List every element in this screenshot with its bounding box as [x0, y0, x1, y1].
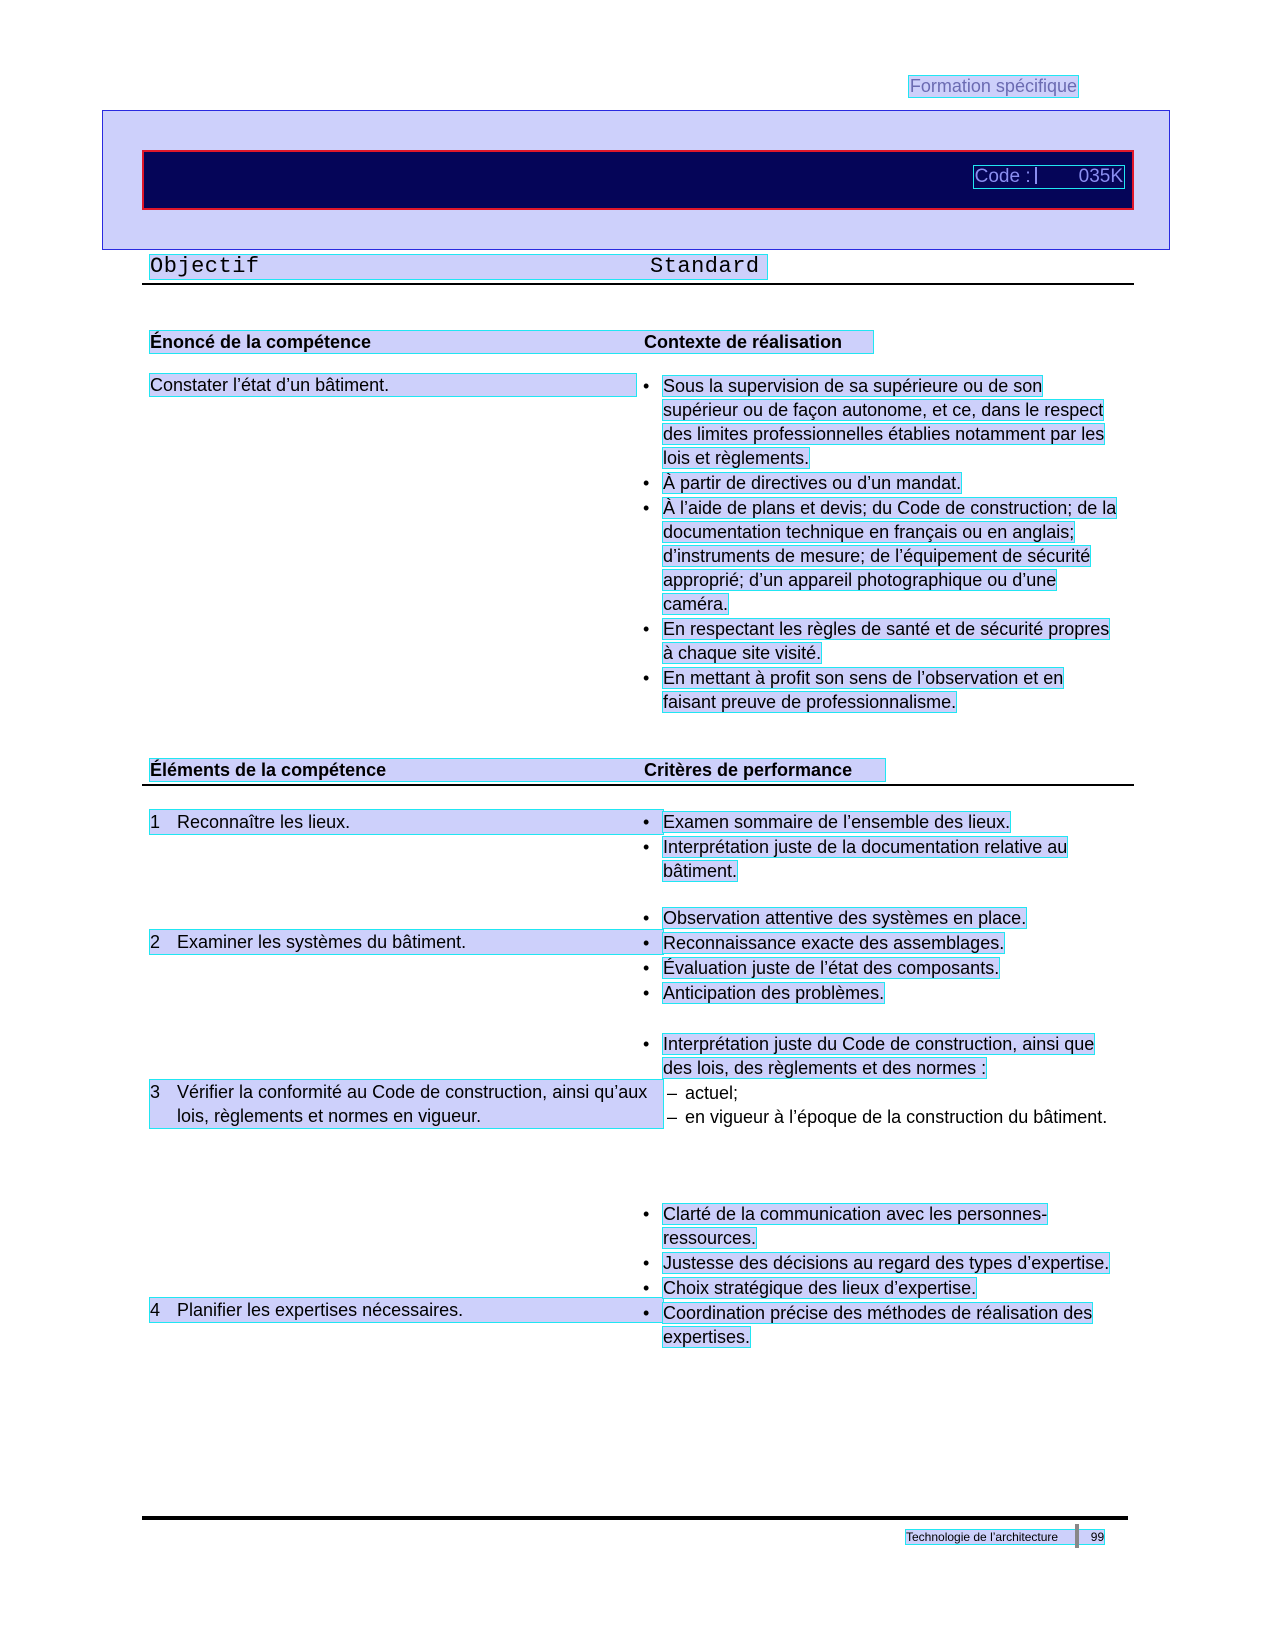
context-heading: Contexte de réalisation	[644, 332, 843, 352]
title-bar	[142, 150, 1134, 210]
criteria-heading: Critères de performance	[644, 760, 853, 780]
element-2	[150, 930, 663, 954]
elements-heading: Éléments de la compétence	[150, 760, 387, 780]
elements-rule	[142, 784, 1134, 786]
statement-heading-row	[150, 331, 873, 353]
code-separator	[1035, 167, 1037, 184]
statement-heading: Énoncé de la compétence	[150, 332, 372, 352]
criterion-item: • Clarté de la communication avec les personnes-ressources.	[640, 1202, 1120, 1250]
element-number: 2	[150, 932, 161, 952]
context-list	[640, 374, 1120, 715]
criterion-item: • Reconnaissance exacte des assemblages.	[640, 931, 1120, 955]
elements-heading-row	[150, 759, 885, 781]
criterion-item: • Anticipation des problèmes.	[640, 981, 1120, 1005]
criteria-list-3	[640, 1032, 1120, 1129]
element-text: Vérifier la conformité au Code de construction, ainsi qu’aux lois, règlements et normes en vigueur.	[177, 1082, 648, 1126]
context-item: • En mettant à profit son sens de l’observation et en faisant preuve de professionnalisme.	[640, 666, 1120, 714]
statement-text: Constater l’état d’un bâtiment.	[150, 374, 636, 396]
subcriterion-item: – actuel;	[640, 1081, 1120, 1105]
criterion-item: • Observation attentive des systèmes en place.	[640, 906, 1120, 930]
criteria-list-2	[640, 906, 1120, 1006]
objective-label: Objectif	[150, 254, 260, 279]
header-rule	[142, 283, 1134, 285]
criterion-item: • Évaluation juste de l’état des composants.	[640, 956, 1120, 980]
criterion-item: • Coordination précise des méthodes de réalisation des expertises.	[640, 1301, 1120, 1349]
criterion-item: • Examen sommaire de l’ensemble des lieux.	[640, 810, 1120, 834]
element-number: 4	[150, 1300, 161, 1320]
criteria-list-1	[640, 810, 1120, 884]
footer-separator	[1075, 1524, 1079, 1548]
criterion-item: • Choix stratégique des lieux d’expertise.	[640, 1276, 1120, 1300]
code-label: Code :	[974, 166, 1031, 187]
section-header: Formation spécifique	[909, 76, 1077, 96]
standard-label: Standard	[650, 254, 760, 279]
context-item: • À l’aide de plans et devis; du Code de construction; de la documentation technique en français ou en anglais; d’instruments de mesure; de l’équipement de sécurité approprié; d’un appareil photographique ou d’une caméra.	[640, 496, 1120, 616]
footer-rule	[142, 1516, 1128, 1520]
context-item: • Sous la supervision de sa supérieure ou de son supérieur ou de façon autonome, et ce, dans le respect des limites professionnelles établies notamment par les lois et règlements.	[640, 374, 1120, 470]
criteria-list-4	[640, 1202, 1120, 1350]
code-value: 035K	[1078, 166, 1123, 187]
column-label-objective	[150, 255, 767, 279]
criterion-item: • Interprétation juste du Code de construction, ainsi que des lois, des règlements et des normes :	[640, 1032, 1120, 1080]
element-text: Planifier les expertises nécessaires.	[177, 1300, 464, 1320]
element-3	[150, 1080, 663, 1128]
criterion-item: • Interprétation juste de la documentation relative au bâtiment.	[640, 835, 1120, 883]
element-4	[150, 1298, 663, 1322]
element-1	[150, 810, 663, 834]
subcriterion-item: – en vigueur à l’époque de la construction du bâtiment.	[640, 1105, 1120, 1129]
page-number: 99	[1090, 1530, 1105, 1544]
element-number: 3	[150, 1082, 161, 1102]
element-text: Reconnaître les lieux.	[177, 812, 351, 832]
criterion-item: • Justesse des décisions au regard des types d’expertise.	[640, 1251, 1120, 1275]
element-text: Examiner les systèmes du bâtiment.	[177, 932, 467, 952]
context-item: • En respectant les règles de santé et de sécurité propres à chaque site visité.	[640, 617, 1120, 665]
context-item: • À partir de directives ou d’un mandat.	[640, 471, 1120, 495]
element-number: 1	[150, 812, 161, 832]
competency-code	[974, 166, 1124, 188]
footer-program: Technologie de l’architecture	[906, 1530, 1059, 1544]
